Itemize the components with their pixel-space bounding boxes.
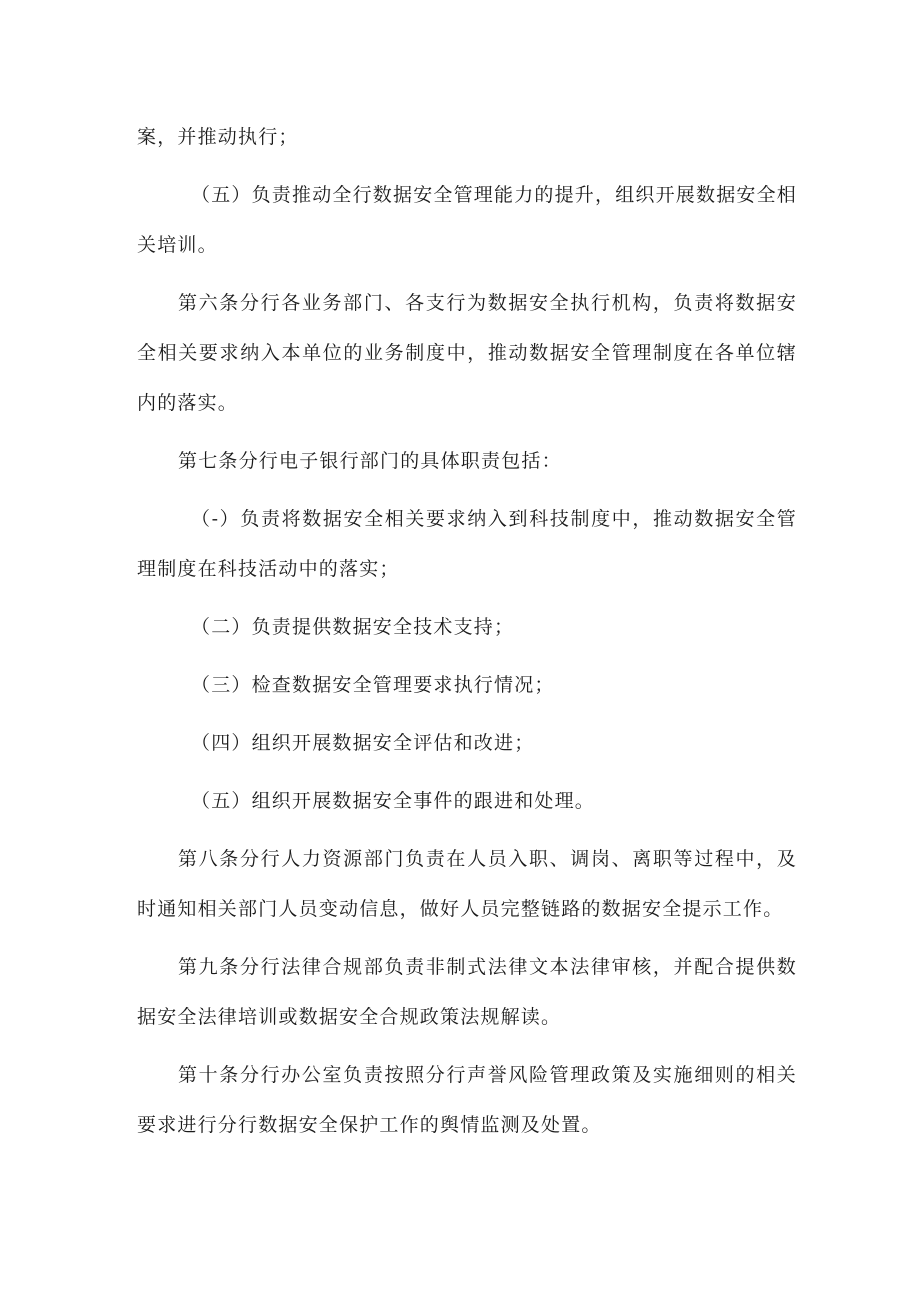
article-8: 第八条分行人力资源部门负责在人员入职、调岗、离职等过程中，及时通知相关部门人员变动信息，做好人员完整链路的数据安全提示工作。 [137, 848, 797, 920]
list-item-ebank-2: （二）负责提供数据安全技术支持； [191, 616, 515, 638]
article-7: 第七条分行电子银行部门的具体职责包括： [178, 450, 562, 472]
list-item-ebank-5: （五）组织开展数据安全事件的跟进和处理。 [191, 790, 596, 812]
paragraph-continuation: 案，并推动执行； [137, 126, 299, 148]
article-9: 第九条分行法律合规部负责非制式法律文本法律审核，并配合提供数据安全法律培训或数据安全合规政策法规解读。 [137, 956, 797, 1028]
list-item-ebank-4: （四）组织开展数据安全评估和改进； [191, 732, 535, 754]
list-item-duty-5: （五）负责推动全行数据安全管理能力的提升，组织开展数据安全相关培训。 [137, 184, 798, 256]
article-6: 第六条分行各业务部门、各支行为数据安全执行机构，负责将数据安全相关要求纳入本单位的业务制度中，推动数据安全管理制度在各单位辖内的落实。 [137, 292, 797, 414]
article-10: 第十条分行办公室负责按照分行声誉风险管理政策及实施细则的相关要求进行分行数据安全保护工作的舆情监测及处置。 [137, 1064, 797, 1136]
list-item-ebank-1: （-）负责将数据安全相关要求纳入到科技制度中，推动数据安全管理制度在科技活动中的落实； [137, 508, 797, 580]
list-item-ebank-3: （三）检查数据安全管理要求执行情况； [191, 674, 555, 696]
document-body [137, 112, 797, 1150]
